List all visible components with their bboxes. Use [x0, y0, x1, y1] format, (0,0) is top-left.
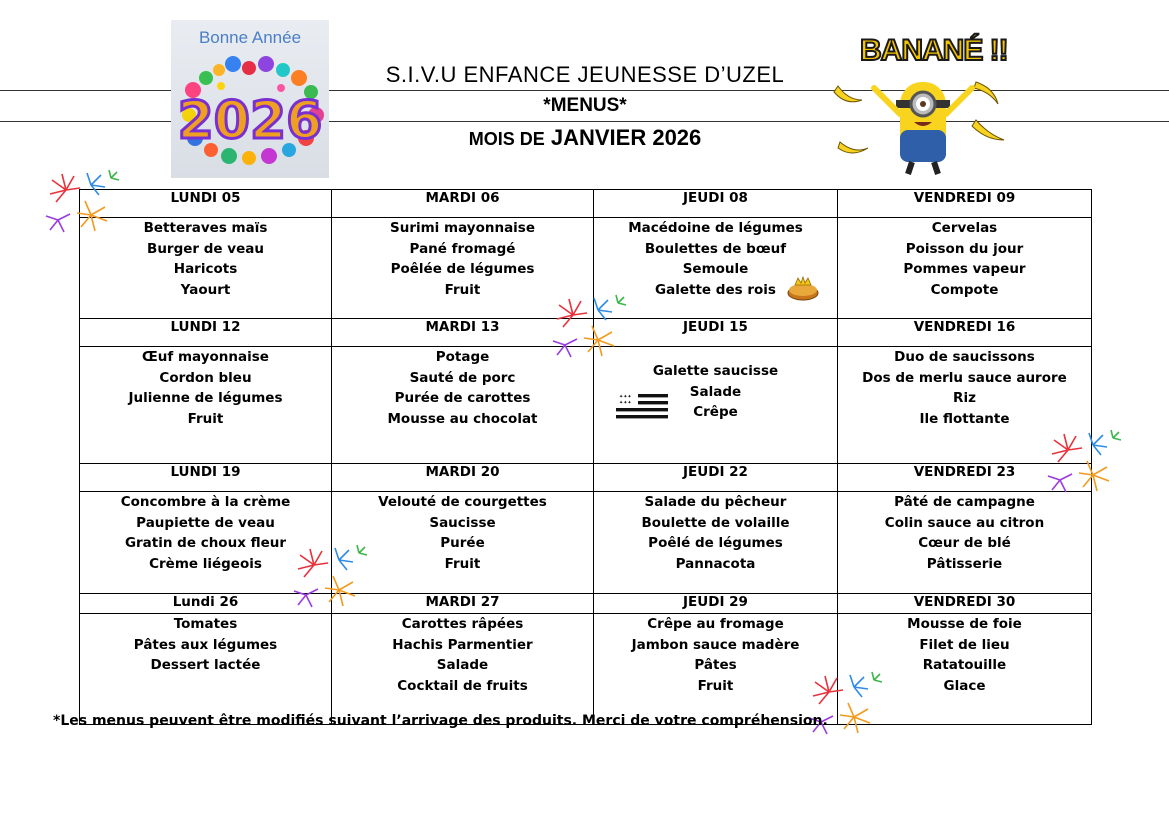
month-label: JANVIER 2026: [550, 125, 702, 150]
menu-cell: [80, 614, 332, 725]
menu-item: Poisson du jour: [905, 240, 1024, 257]
svg-text:✦✦✦: ✦✦✦: [619, 400, 632, 406]
menu-item: Pâtisserie: [926, 555, 1003, 572]
day-header-row: [80, 594, 1092, 614]
menu-item: Cœur de blé: [918, 535, 1011, 551]
menu-item: Concombre à la crème: [120, 494, 291, 510]
menu-item: Boulette de volaille: [641, 514, 790, 531]
day-header: JEUDI 29: [594, 594, 838, 614]
menu-item: Crêpe au fromage: [647, 616, 784, 632]
day-header: VENDREDI 16: [838, 319, 1092, 347]
day-header: MARDI 13: [332, 319, 594, 347]
day-header: LUNDI 19: [80, 464, 332, 492]
menu-item: Cocktail de fruits: [397, 677, 528, 694]
day-header: MARDI 20: [332, 464, 594, 492]
menu-item: Riz: [953, 390, 976, 406]
day-header-row: [80, 190, 1092, 218]
menu-item: Carottes râpées: [401, 616, 524, 632]
month-title: [330, 125, 840, 151]
menu-item: Yaourt: [180, 281, 231, 298]
menu-item: Betteraves maïs: [143, 220, 268, 236]
menu-item: Œuf mayonnaise: [142, 349, 269, 365]
footnote: *Les menus peuvent être modifiés suivant l’arrivage des produits. Merci de votre compréhension.: [53, 713, 828, 729]
menu-item: Salade du pêcheur: [644, 494, 787, 510]
menu-cell: [594, 492, 838, 594]
menu-item: Galette saucisse: [652, 363, 779, 379]
menu-item: Mousse de foie: [907, 616, 1022, 632]
menu-item: Cordon bleu: [159, 369, 252, 386]
menu-item: Galette des rois: [655, 281, 776, 298]
fireworks-decoration: [799, 662, 889, 752]
day-header: MARDI 06: [332, 190, 594, 218]
menu-item: Paupiette de veau: [136, 514, 275, 531]
breton-flag-icon: [616, 391, 668, 421]
day-header: JEUDI 08: [594, 190, 838, 218]
menu-item: Poêlée de légumes: [390, 261, 535, 277]
day-header: MARDI 27: [332, 594, 594, 614]
menu-item: Cervelas: [931, 220, 998, 236]
menu-cell: [332, 614, 594, 725]
menu-item: Fruit: [444, 281, 481, 298]
menu-item: Potage: [435, 349, 490, 365]
menu-item: Sauté de porc: [409, 369, 516, 386]
menu-row: [80, 614, 1092, 725]
new-year-image: [171, 20, 329, 178]
svg-text:✦✦✦: ✦✦✦: [619, 394, 632, 400]
menu-item: Hachis Parmentier: [392, 636, 533, 653]
menu-item: Boulettes de bœuf: [644, 240, 787, 257]
menu-table: [79, 189, 1092, 725]
menu-item: Dos de merlu sauce aurore: [862, 369, 1067, 386]
fireworks-decoration: [1038, 420, 1128, 510]
menu-item: Pommes vapeur: [903, 261, 1026, 277]
menu-item: Purée: [440, 535, 485, 551]
menu-item: Crème liégeois: [149, 555, 262, 572]
menu-item: Dessert lactée: [150, 657, 261, 673]
menu-item: Fruit: [444, 555, 481, 572]
day-header: LUNDI 12: [80, 319, 332, 347]
minion-image: [826, 30, 1018, 180]
menu-item: Fruit: [697, 677, 734, 694]
menu-item: Duo de saucissons: [894, 349, 1035, 365]
menu-item: Burger de veau: [147, 240, 264, 257]
day-header: VENDREDI 30: [838, 594, 1092, 614]
year-art: 2026: [177, 91, 323, 151]
menu-item: Haricots: [173, 261, 238, 277]
menu-item: Fruit: [187, 410, 224, 427]
menu-item: Gratin de choux fleur: [124, 535, 287, 551]
fireworks-decoration: [284, 535, 374, 625]
menu-item: Salade: [689, 383, 742, 400]
menu-row: [80, 492, 1092, 594]
minion-figure: [874, 82, 972, 174]
galette-cake-icon: [787, 275, 819, 301]
menu-item: Semoule: [682, 261, 749, 277]
menu-item: Pâtes aux légumes: [133, 636, 278, 653]
menu-item: Salade: [436, 657, 489, 673]
menu-cell: [838, 218, 1092, 319]
menu-item: Mousse au chocolat: [387, 410, 538, 427]
day-header: JEUDI 22: [594, 464, 838, 492]
fireworks-decoration: [543, 285, 633, 375]
menu-item: Purée de carottes: [394, 390, 531, 406]
banner-text: BANANÉ !!: [860, 34, 1008, 67]
menu-cell: [80, 347, 332, 464]
menu-item: Velouté de courgettes: [378, 494, 547, 510]
menu-item: Julienne de légumes: [128, 390, 283, 406]
menu-item: Macédoine de légumes: [628, 220, 803, 236]
menu-item: Glace: [943, 677, 986, 694]
menu-item: Compote: [930, 281, 999, 298]
menu-item: Jambon sauce madère: [631, 636, 800, 653]
menu-item: Tomates: [173, 616, 238, 632]
menu-item: Ile flottante: [919, 410, 1010, 427]
menu-item: Saucisse: [429, 514, 496, 531]
menu-item: Pané fromagé: [409, 240, 516, 257]
menu-item: Colin sauce au citron: [884, 514, 1045, 531]
day-header: VENDREDI 09: [838, 190, 1092, 218]
day-header: Lundi 26: [80, 594, 332, 614]
month-prefix: MOIS DE: [468, 129, 545, 149]
menu-item: Filet de lieu: [919, 636, 1010, 653]
menu-item: Ratatouille: [922, 657, 1007, 673]
fireworks-decoration: [36, 160, 126, 250]
menu-item: Surimi mayonnaise: [390, 220, 535, 236]
day-header: VENDREDI 23: [838, 464, 1092, 492]
menu-item: Crêpe: [693, 404, 738, 420]
menu-item: Pannacota: [675, 555, 756, 572]
menus-title: *MENUS*: [543, 95, 627, 116]
day-header: JEUDI 15: [594, 319, 838, 347]
organization-title: S.I.V.U ENFANCE JEUNESSE D’UZEL: [385, 62, 785, 87]
greeting-text: Bonne Année: [198, 28, 302, 47]
menu-item: Poêlé de légumes: [648, 535, 783, 551]
day-header-row: [80, 464, 1092, 492]
menu-item: Pâtes: [694, 657, 737, 673]
day-header: LUNDI 05: [80, 190, 332, 218]
menu-item: Pâté de campagne: [894, 494, 1035, 510]
